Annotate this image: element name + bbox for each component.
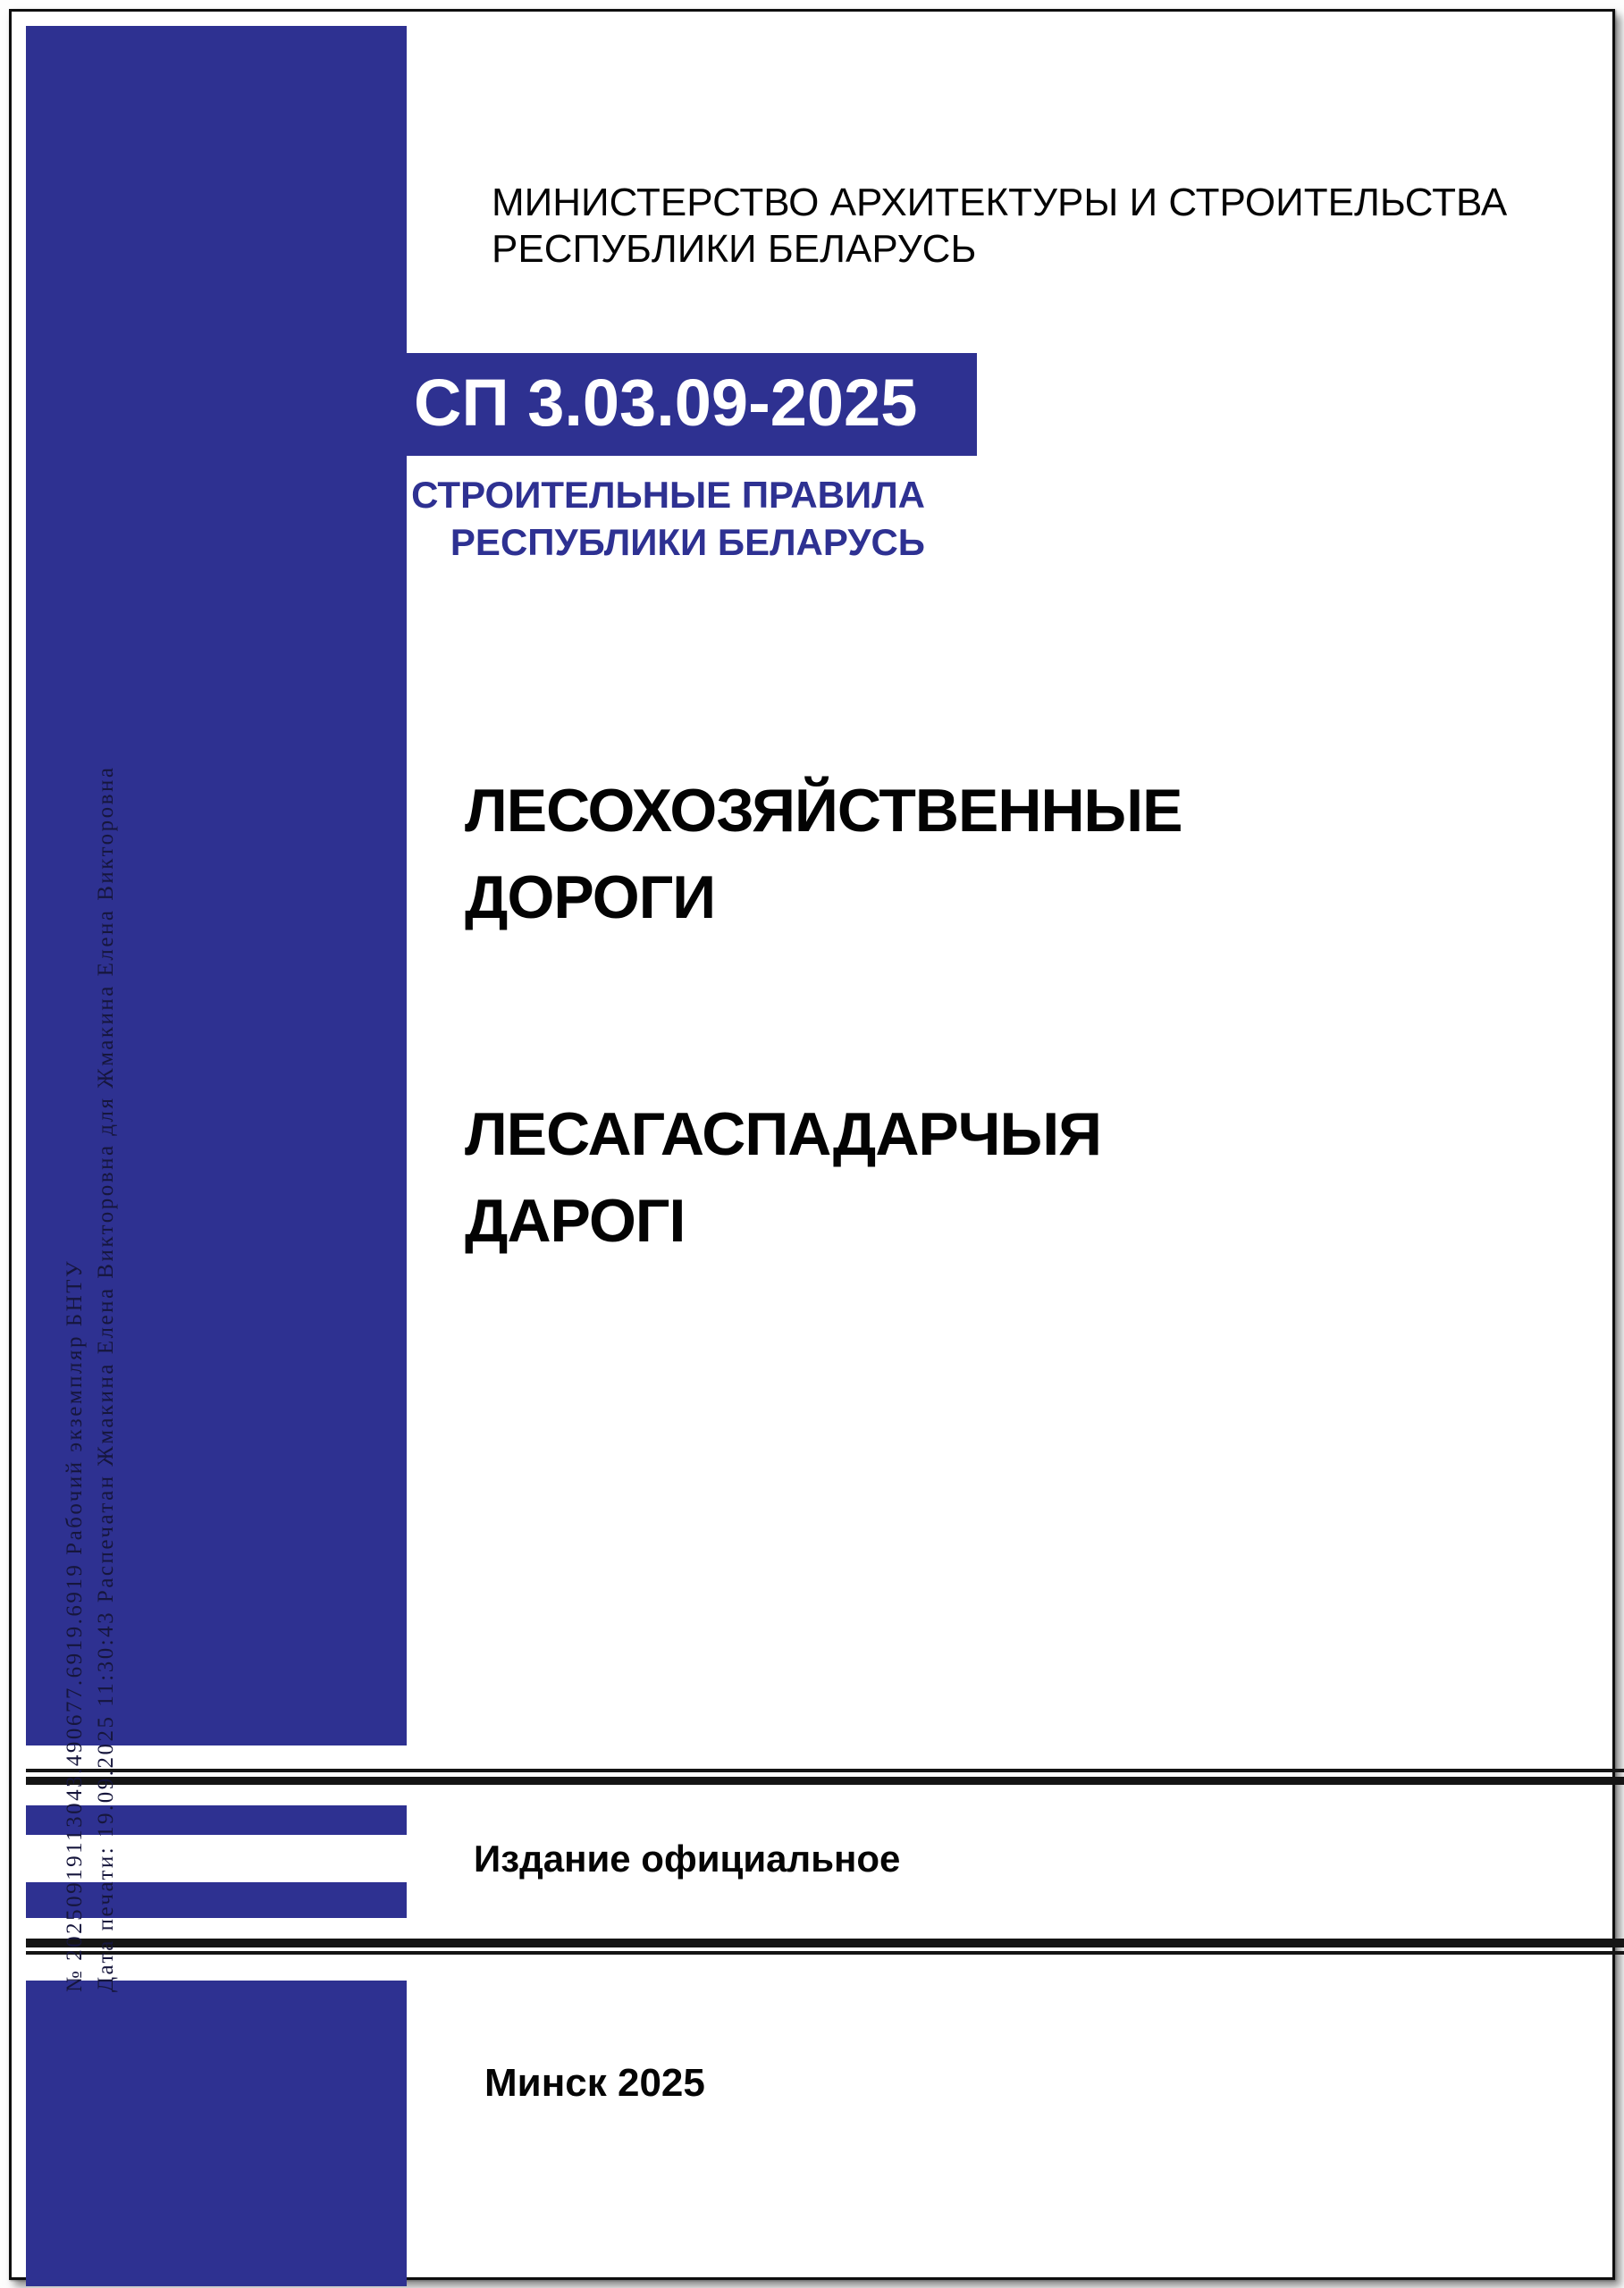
title-belarusian-line-2: ДАРОГІ	[465, 1187, 686, 1255]
horizontal-rule-top-thin	[26, 1769, 1624, 1772]
subtitle-line-1: СТРОИТЕЛЬНЫЕ ПРАВИЛА	[411, 474, 925, 516]
code-banner	[26, 353, 977, 456]
horizontal-rule-bottom-thin	[26, 1951, 1624, 1955]
title-russian	[465, 768, 1182, 941]
title-russian-line-2: ДОРОГИ	[465, 863, 716, 931]
title-russian-line-1: ЛЕСОХОЗЯЙСТВЕННЫЕ	[465, 777, 1182, 845]
page-border-frame	[9, 9, 1615, 2280]
print-stamp-number: № 20250919113043.490677.6919.6919 Рабочий экземпляр БНТУ	[63, 1258, 87, 1992]
edition-label: Издание официальное	[474, 1838, 901, 1880]
horizontal-rule-bottom-thick	[26, 1939, 1624, 1947]
document-code: СП 3.03.09-2025	[414, 366, 918, 440]
ministry-header	[492, 180, 1507, 273]
ministry-line-1: МИНИСТЕРСТВО АРХИТЕКТУРЫ И СТРОИТЕЛЬСТВА	[492, 181, 1508, 224]
title-belarusian	[465, 1091, 1101, 1265]
city-year-label: Минск 2025	[484, 2061, 705, 2105]
subtitle-line-2: РЕСПУБЛИКИ БЕЛАРУСЬ	[450, 521, 925, 563]
ministry-line-2: РЕСПУБЛИКИ БЕЛАРУСЬ	[492, 227, 977, 271]
horizontal-rule-top-thick	[26, 1777, 1624, 1785]
print-stamp-date: Дата печати: 19.09.2025 11:30:43 Распечатан Жмакина Елена Викторовна для Жмакина Елена Викторовна	[94, 765, 118, 1992]
title-belarusian-line-1: ЛЕСАГАСПАДАРЧЫЯ	[465, 1100, 1102, 1168]
document-type-subtitle	[406, 471, 925, 566]
